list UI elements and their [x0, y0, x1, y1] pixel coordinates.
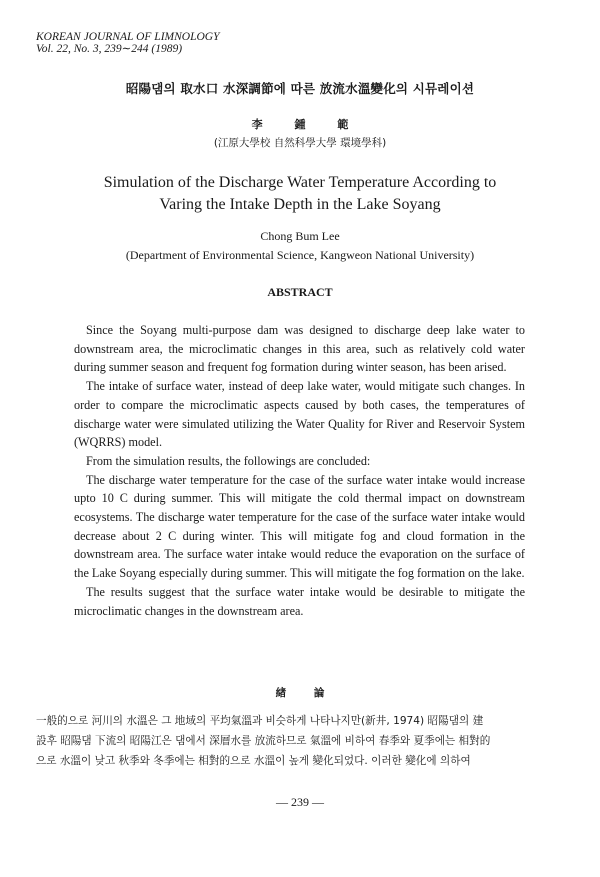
abstract-paragraph: From the simulation results, the followings are concluded:: [86, 453, 371, 468]
abstract-body: [74, 321, 525, 620]
body-line: 一般的으로 河川의 水溫은 그 地域의 平均氣溫과 비슷하게 나타나지만(新井, 1974) 昭陽댐의 建: [36, 715, 484, 727]
abstract-paragraph: The intake of surface water, instead of deep lake water, would mitigate such changes. In order to compare the microclimatic aspects caused by both cases, the temperatures of discharge water were simulated utilizing the Water Quality for River and Reservoir System (WQRRS) model.: [74, 379, 525, 450]
page-number: — 239 —: [276, 795, 324, 809]
abstract-paragraph: Since the Soyang multi-purpose dam was designed to discharge deep lake water to downstream area, the microclimatic changes in this area, such as relatively cold water during summer season and frequent fog formation during winter season, has been arised.: [74, 323, 525, 375]
journal-header: [36, 31, 219, 55]
korean-author: 李 鍾 範: [251, 118, 349, 131]
body-line: 으로 水溫이 낮고 秋季와 冬季에는 相對的으로 水溫이 높게 變化되었다. 이러한 變化에 의하여: [36, 755, 471, 767]
abstract-heading: ABSTRACT: [267, 285, 333, 299]
abstract-paragraph: The discharge water temperature for the case of the surface water intake would increase upto 10 C during summer. This will mitigate the cold thermal impact on downstream ecosystems. The discharge water temperature for the case of the surface water intake would decrease about 2 C during winter. This will mitigate fog and cloud formation in the downstream area. The surface water intake would reduce the evaporation on the surface of the Lake Soyang especially during summer. This will mitigate the fog formation on the lake.: [74, 472, 525, 581]
english-author: Chong Bum Lee: [260, 229, 340, 243]
journal-name: KOREAN JOURNAL OF LIMNOLOGY: [36, 31, 220, 43]
english-title-line-2: Varing the Intake Depth in the Lake Soyang: [159, 196, 441, 213]
journal-volume: Vol. 22, No. 3, 239∼244 (1989): [36, 43, 183, 55]
korean-title: 昭陽댐의 取水口 水深調節에 따른 放流水溫變化의 시뮤레이션: [125, 81, 475, 96]
introduction-body: [36, 711, 563, 771]
english-title-line-1: Simulation of the Discharge Water Temperature According to: [103, 174, 497, 191]
english-title: [0, 172, 600, 216]
korean-affiliation: (江原大學校 自然科學大學 環境學科): [213, 137, 387, 149]
abstract-paragraph: The results suggest that the surface water intake would be desirable to mitigate the microclimatic changes in the downstream area.: [74, 584, 525, 618]
section-heading-introduction: 緖 論: [275, 687, 325, 699]
english-affiliation: (Department of Environmental Science, Kangweon National University): [125, 248, 475, 262]
body-line: 設후 昭陽댐 下流의 昭陽江은 댐에서 深層水를 放流하므로 氣溫에 비하여 春季와 夏季에는 相對的: [36, 735, 491, 747]
